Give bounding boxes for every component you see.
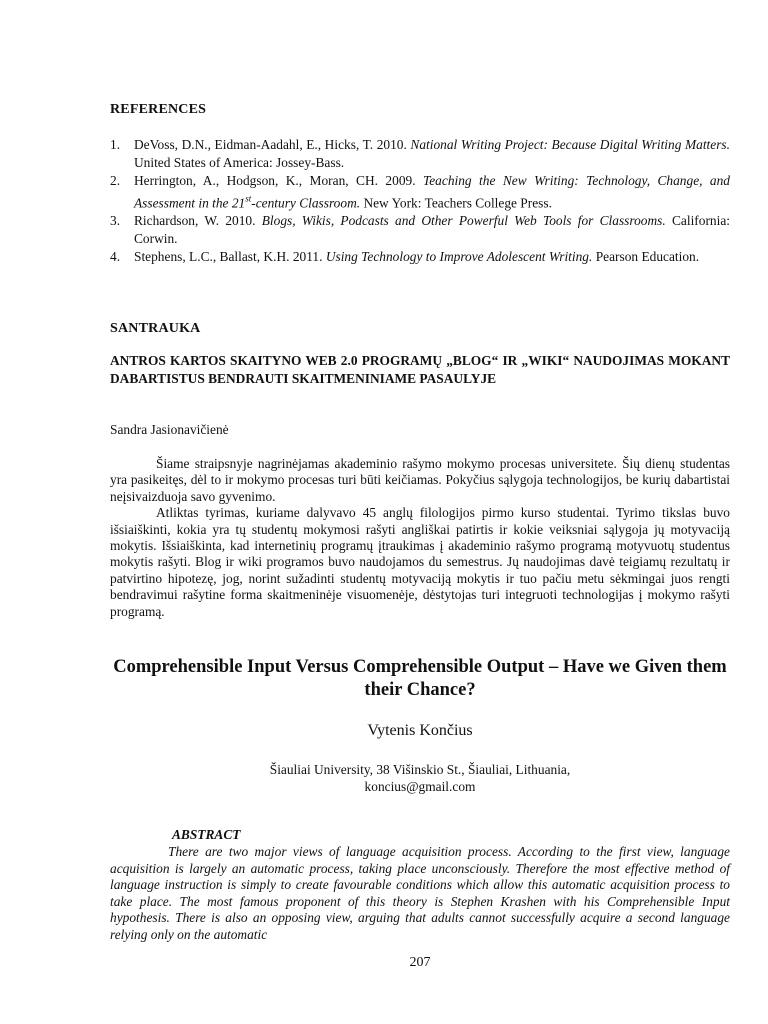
summary-paragraph: Atliktas tyrimas, kuriame dalyvavo 45 anglų filologijos pirmo kurso studentai. Tyrimo tikslas buvo išsiaiškinti, kokia yra tų studentų mokymosi rašyti angliškai patirtis ir kokie veiksniai sąlygoja jų motyvaciją mokytis. Išsiaiškinta, kad internetinių programų įtraukimas į akademinio rašymo programą motyvuotų studentus mokytis rašyti. Blog ir wiki programos buvo naudojamos du semestrus. Jų naudojimas davė teigiamų rezultatų ir patvirtino hipotezę, jog, norint sužadinti studentų motyvaciją mokytis ir tuo pačiu metu sėkmingai juos rengti bendravimui rašytine forma skaitmeninėje visuomenėje, dėstytojas turi integruoti technologijas į mokymo rašyti programą. xyxy=(110,505,730,619)
reference-item: 3. Richardson, W. 2010. Blogs, Wikis, Podcasts and Other Powerful Web Tools for Classrooms. California: Corwin. xyxy=(110,213,730,247)
summary-body xyxy=(110,456,730,620)
summary-title: ANTROS KARTOS SKAITYNO WEB 2.0 PROGRAMŲ „BLOG“ IR „WIKI“ NAUDOJIMAS MOKANT DABARTISTUS BENDRAUTI SKAITMENINIAME PASAULYJE xyxy=(110,353,730,386)
abstract-heading: ABSTRACT xyxy=(172,827,241,842)
summary-paragraph: Šiame straipsnyje nagrinėjamas akademinio rašymo mokymo procesas universitete. Šių dienų studentas yra pasikeitęs, dėl to ir mokymo procesas turi būti keičiamas. Pokyčius sąlygoja technologijos, be kurių dabartistai neįsivaizduoja savo gyvenimo. xyxy=(110,456,730,504)
abstract-text: There are two major views of language acquisition process. According to the first view, language acquisition is largely an automatic process, taking place unconsciously. Therefore the most effective method of language instruction is simply to create favourable conditions which allow this automatic acquisition process to take place. The most famous proponent of this theory is Stephen Krashen with his Comprehensible Input hypothesis. There is also an opposing view, arguing that adults cannot successfully acquire a second language relying only on the automatic xyxy=(110,844,730,942)
affiliation: Šiauliai University, 38 Višinskio St., Šiauliai, Lithuania, xyxy=(269,762,571,777)
summary-author: Sandra Jasionavičienė xyxy=(110,422,229,437)
author-email: koncius@gmail.com xyxy=(364,779,476,794)
article-author: Vytenis Končius xyxy=(367,722,473,739)
references-list xyxy=(110,136,730,266)
reference-item: 4. Stephens, L.C., Ballast, K.H. 2011. Using Technology to Improve Adolescent Writing. Pearson Education. xyxy=(110,249,700,265)
reference-item: 1. DeVoss, D.N., Eidman-Aadahl, E., Hicks, T. 2010. National Writing Project: Because Digital Writing Matters. United States of America: Jossey-Bass. xyxy=(110,137,730,170)
page-number: 207 xyxy=(409,955,431,970)
reference-item: 2. Herrington, A., Hodgson, K., Moran, CH. 2009. Teaching the New Writing: Technology, Change, and Assessment in the 21st-century Classroom. New York: Teachers College Press. xyxy=(110,173,731,211)
article-affiliation-block xyxy=(110,761,730,795)
santrauka-heading: SANTRAUKA xyxy=(110,321,201,336)
article-title: Comprehensible Input Versus Comprehensible Output – Have we Given them their Chance? xyxy=(113,657,727,700)
references-heading: REFERENCES xyxy=(110,102,207,117)
